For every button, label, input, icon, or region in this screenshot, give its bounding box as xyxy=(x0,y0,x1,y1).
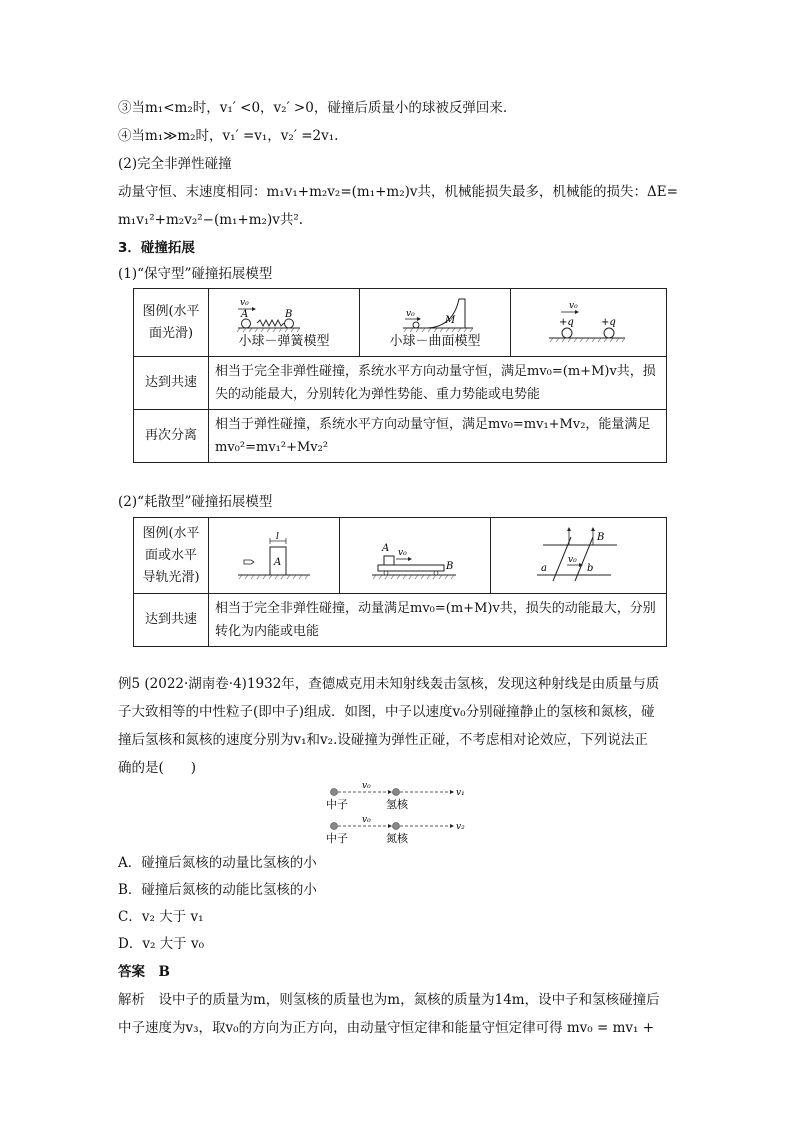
curve-m-label: M xyxy=(445,314,456,326)
table1-row1-text: 相当于完全非弹性碰撞，系统水平方向动量守恒，满足mv₀=(m+M)v共，损失的动能最大，分别转化为弹性势能、重力势能或电势能 xyxy=(209,357,667,410)
example5-line-3: 撞后氢核和氮核的速度分别为v₁和v₂.设碰撞为弹性正碰，不考虑相对论效应，下列说法正 xyxy=(118,732,648,748)
bullet-block-figure xyxy=(209,518,340,594)
table1-row2-text: 相当于弹性碰撞，系统水平方向动量守恒，满足mv₀=mv₁+Mv₂，能量满足mv₀²=mv₁²+Mv₂² xyxy=(209,410,667,463)
rail-v0-label: v₀ xyxy=(567,554,577,565)
inelastic-line-2: m₁v₁²+m₂v₂²−(m₁+m₂)v共². xyxy=(118,212,304,228)
fig5-v0-top: v₀ xyxy=(362,781,371,791)
example5-line-4: 确的是( ) xyxy=(118,760,197,776)
table2-row1-label: 达到共速 xyxy=(134,594,209,647)
fig5-neutron-top: 中子 xyxy=(326,798,348,811)
block-l-label: l xyxy=(276,531,279,542)
rail-b-label: b xyxy=(586,562,593,574)
conservative-model-title: (1)“保守型”碰撞拓展模型 xyxy=(118,266,273,282)
board-figure xyxy=(340,518,491,594)
fig5-v2: v₂ xyxy=(456,822,465,832)
curve-model-figure xyxy=(360,289,511,357)
charge-model-figure xyxy=(511,289,667,357)
table1-row2-label: 再次分离 xyxy=(134,410,209,463)
analysis-line-2: 中子速度为v₃，取v₀的方向为正方向，由动量守恒定律和能量守恒定律可得 mv₀ = mv₁ + xyxy=(118,1020,655,1036)
dissipative-model-title: (2)“耗散型”碰撞拓展模型 xyxy=(118,494,273,510)
fig5-nitrogen: 氮核 xyxy=(386,832,408,845)
example5-line-2: 子大致相等的中性粒子(即中子)组成．如图，中子以速度v₀分别碰撞静止的氢核和氮核，碰 xyxy=(118,704,655,720)
table1-header-label: 图例(水平面光滑) xyxy=(134,289,209,357)
curve-model-caption: 小球－曲面模型 xyxy=(389,333,481,349)
fig5-v0-bottom: v₀ xyxy=(362,815,371,825)
curve-model-diagram xyxy=(375,295,495,333)
analysis-line-1: 解析 设中子的质量为m，则氢核的质量也为m，氮核的质量为14m，设中子和氢核碰撞后 xyxy=(118,992,660,1008)
table1-row1-label: 达到共速 xyxy=(134,357,209,410)
rail-figure xyxy=(491,518,667,594)
option-b: B．碰撞后氮核的动能比氢核的小 xyxy=(118,882,317,898)
charge-q1-label: +q xyxy=(558,316,574,328)
fig5-hydrogen: 氢核 xyxy=(386,798,408,811)
option-c: C．v₂ 大于 v₁ xyxy=(118,909,204,925)
board-v0-label: v₀ xyxy=(398,547,407,558)
option-a: A．碰撞后氮核的动量比氢核的小 xyxy=(118,855,317,871)
spring-model-caption: 小球－弹簧模型 xyxy=(238,333,330,349)
fig5-neutron-bottom: 中子 xyxy=(326,832,348,845)
spring-v0-label: v₀ xyxy=(240,297,249,308)
rail-a-label: a xyxy=(540,562,547,574)
spring-model-diagram xyxy=(224,295,344,333)
spring-b-label: B xyxy=(285,308,293,320)
spring-a-label: A xyxy=(241,308,249,320)
inelastic-line-1: 动量守恒、末速度相同：m₁v₁+m₂v₂=(m₁+m₂)v共，机械能损失最多，机械能的损失：ΔE= xyxy=(118,184,678,200)
board-diagram xyxy=(360,531,470,581)
charge-v0-label: v₀ xyxy=(568,300,578,311)
spring-model-figure xyxy=(209,289,360,357)
answer-line: 答案 B xyxy=(118,964,170,980)
case4-line: ④当m₁≫m₂时，v₁′ =v₁，v₂′ =2v₁. xyxy=(118,128,339,144)
section-3-heading: 3．碰撞拓展 xyxy=(118,240,195,256)
rail-diagram xyxy=(519,525,639,587)
option-d: D．v₂ 大于 v₀ xyxy=(118,936,204,952)
table2-header-label: 图例(水平面或水平导轨光滑) xyxy=(134,518,209,594)
collision-figure xyxy=(326,780,486,850)
table2-row1-text: 相当于完全非弹性碰撞，动量满足mv₀=(m+M)v共，损失的动能最大，分别转化为内能或电能 xyxy=(209,594,667,647)
curve-v0-label: v₀ xyxy=(406,308,415,319)
inelastic-title: (2)完全非弹性碰撞 xyxy=(118,156,232,172)
charge-model-diagram xyxy=(529,298,649,348)
fig5-v1: v₁ xyxy=(456,788,465,798)
charge-q2-label: +q xyxy=(600,316,616,328)
dissipative-model-table xyxy=(133,517,667,647)
conservative-model-table xyxy=(133,288,667,463)
example5-line-1: 例5 (2022·湖南卷·4)1932年，查德威克用未知射线轰击氢核，发现这种射线是由质量与质 xyxy=(118,676,660,692)
board-a-label: A xyxy=(382,542,390,554)
rail-field-b-label: B xyxy=(596,531,604,543)
bullet-block-diagram xyxy=(224,531,324,581)
block-a-label: A xyxy=(274,556,282,568)
case3-line: ③当m₁<m₂时，v₁′ <0，v₂′ >0，碰撞后质量小的球被反弹回来. xyxy=(118,100,508,116)
board-b-label: B xyxy=(446,560,454,572)
